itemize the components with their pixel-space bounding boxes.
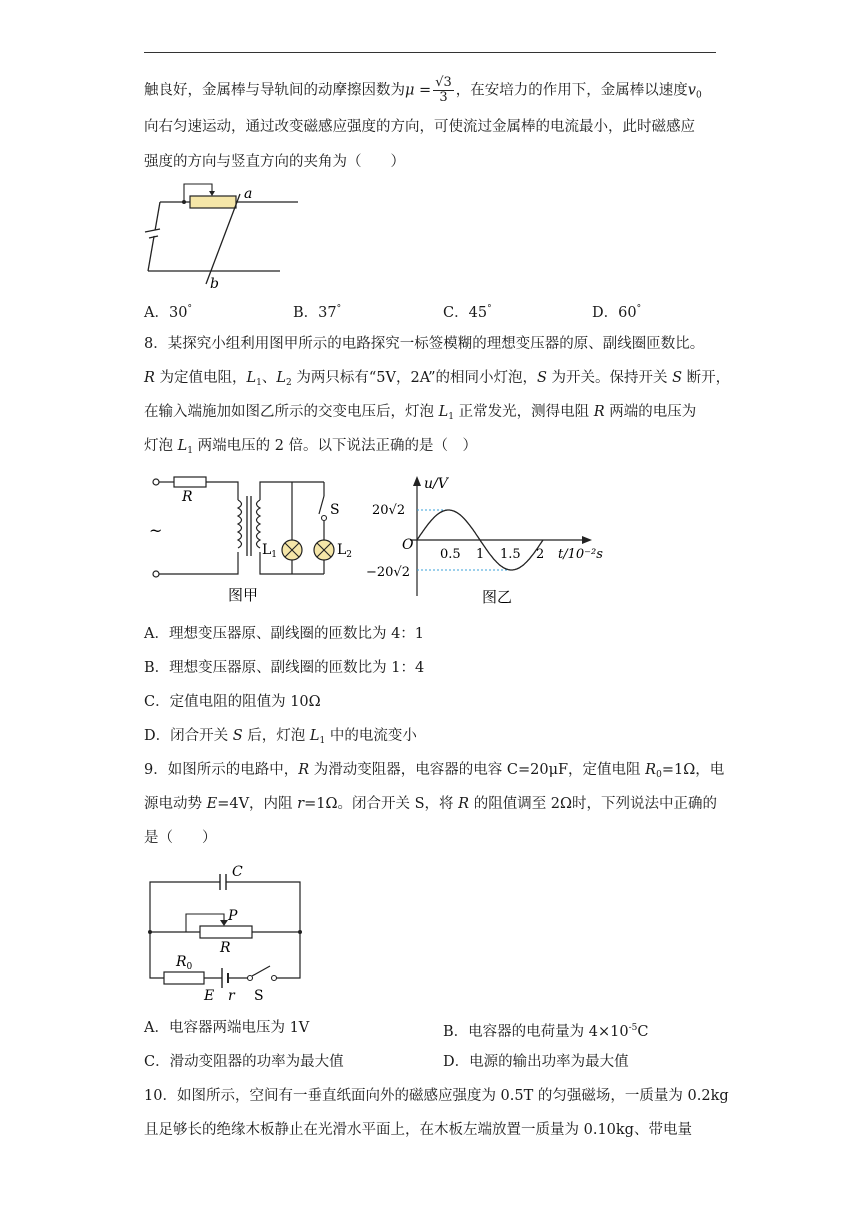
q8-option-a[interactable]: A．理想变压器原、副线圈的匝数比为 4：1 [144,626,425,642]
fig-s-label: S [254,988,264,1000]
q8-option-d[interactable]: D．闭合开关 S 后，灯泡 $L_1$ 中的电流变小 [144,728,417,746]
q8-voltage-sine-graph [362,474,624,606]
tick-1-5: 1.5 [500,547,521,562]
label-a: a [244,186,253,202]
q7-line2: 向右匀速运动，通过改变磁感应强度的方向，可使流过金属棒的电流最小，此时磁感应 [144,119,695,135]
graph-ymin: −20√2 [366,565,410,580]
q7-option-c[interactable]: C．45° [443,304,492,321]
q7-option-a[interactable]: A．30° [144,304,192,321]
graph-origin: O [402,537,414,553]
q7-option-b[interactable]: B．37° [293,304,342,321]
q8-line3: 在输入端施加如图乙所示的交变电压后，灯泡 $L_1$ 正常发光，测得电阻 R 两端的电压为 [144,404,697,422]
q9-line1: 9．如图所示的电路中，R 为滑动变阻器，电容器的电容 C=20μF，定值电阻 $R_0=1\Omega$，电 [144,762,725,780]
tick-0-5: 0.5 [440,547,461,562]
ac-source-symbol: ~ [149,521,163,540]
q9-line2: 源电动势 E=4V，内阻 r=1Ω。闭合开关 S，将 R 的阻值调至 2Ω时，下列说法中正确的 [144,796,718,812]
q8-line1: 8．某探究小组利用图甲所示的电路探究一标签模糊的理想变压器的原、副线圈匝数比。 [144,336,705,352]
q8-line4: 灯泡 $L_1$ 两端电压的 2 倍。以下说法正确的是（ ） [144,438,478,456]
fig-e-label: E [204,988,215,1000]
q9-option-a[interactable]: A．电容器两端电压为 1V [144,1020,310,1036]
q7-line1: 触良好，金属棒与导轨间的动摩擦因数为μ = $\frac{√3}{3}$ ，在安培力的作用下，金属棒以速度$v_0$ [144,75,702,105]
fig-l2-label: $L_2$ [337,542,353,560]
label-b: b [210,276,219,292]
graph-ymax: 20√2 [372,503,406,518]
tick-2: 2 [536,547,545,562]
fig-p-label: P [228,908,238,924]
q8-option-b[interactable]: B．理想变压器原、副线圈的匝数比为 1：4 [144,660,425,676]
fig-rr-label: r [228,988,235,1000]
q9-option-b[interactable]: B．电容器的电荷量为 $4\times 10^{-5}C$ [443,1023,649,1040]
q7-option-d[interactable]: D．60° [592,304,642,321]
fig-r0-label: $R_0$ [176,954,193,972]
q8-option-c[interactable]: C．定值电阻的阻值为 10Ω [144,694,321,710]
fig-r-label: R [220,940,231,956]
q9-capacitor-circuit-figure [144,862,309,1000]
q8-line2: R 为定值电阻，$L_1$、$L_2$ 为两只标有“5V，2A”的相同小灯泡，S 为开关。保持开关 S 断开， [144,370,731,388]
graph-ylabel: u/V [424,476,448,492]
q10-line1: 10．如图所示，空间有一垂直纸面向外的磁感应强度为 0.5T 的匀强磁场，一质量为 0.2kg [144,1088,729,1104]
fig-c-label: C [232,864,243,880]
q9-option-d[interactable]: D．电源的输出功率为最大值 [443,1054,629,1070]
graph-xlabel: t/10⁻²s [558,547,603,562]
q10-line2: 且足够长的绝缘木板静止在光滑水平面上，在木板左端放置一质量为 0.10kg、带电量 [144,1122,692,1138]
q9-option-c[interactable]: C．滑动变阻器的功率为最大值 [144,1054,344,1070]
q7-line3: 强度的方向与竖直方向的夹角为（ ） [144,154,405,170]
fig-l1-label: $L_1$ [262,542,278,560]
q7-rail-circuit-figure [140,180,310,292]
header-rule [144,52,716,53]
sqrt3-over-3-fraction: $\frac{√3}{3}$ [435,75,452,105]
fig-jia-caption: 图甲 [228,586,259,604]
q9-line3: 是（ ） [144,830,217,846]
tick-1: 1 [476,547,485,562]
fig-s-label: S [330,502,340,518]
fig-r-label: R [182,489,193,505]
fig-yi-caption: 图乙 [482,588,513,606]
q8-transformer-circuit-figure [144,470,354,608]
